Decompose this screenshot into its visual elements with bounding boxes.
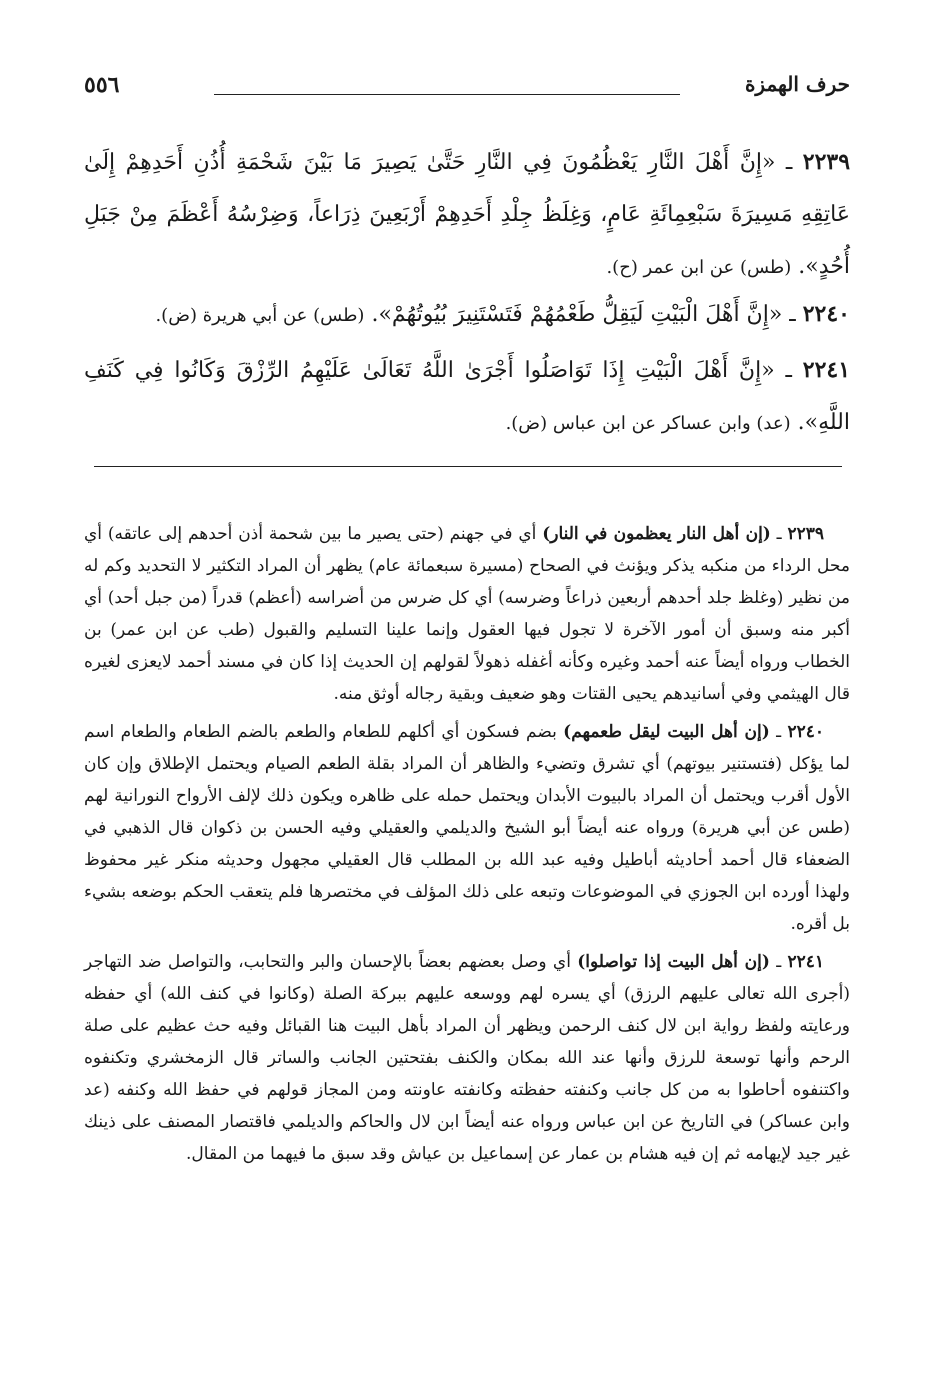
hadith-number: ٢٢٣٩ [802, 149, 851, 175]
page-header [84, 72, 850, 108]
commentary-text: أي في جهنم (حتى يصير ما بين شحمة أذن أحدهم إلى عاتقه) أي محل الرداء من منكبه يذكر ويؤنث في الصحاح (مسيرة سبعمائة عام) يظهر أن المراد التكثير لا التحديد وكم له من نظير (وغلظ جلد أحدهم أربعين ذراعاً وضرسه) أي كل ضرس من أضراسه (أعظم) قدراً (من جبل أحد) أي أكبر منه وسبق أن أمور الآخرة لا تجول فيها العقول وإنما علينا التسليم والقبول (طب عن ابن عمر) بن الخطاب ورواه أيضاً عنه أحمد وغيره وكأنه أغفله ذهولاً لقولهم إن الحديث إذا كان في مسند أحمد لايعزى لغيره قال الهيثمي وفي أسانيدهم يحيى القتات وهو ضعيف وبقية رجاله أوثق منه. [84, 524, 850, 704]
commentary-lead: (إن أهل النار يعظمون في النار) [542, 524, 771, 544]
hadith-source: (طس) عن أبي هريرة (ض). [155, 305, 365, 326]
hadith-number: ٢٢٤٠ [802, 301, 850, 327]
hadith-text: «إِنَّ أَهْلَ النَّارِ يَعْظُمُونَ فِي النَّارِ حَتَّىٰ يَصِيرَ مَا بَيْنَ شَحْمَةِ أُذُنِ أَحَدِهِمْ إِلَىٰ عَاتِقِهِ مَسِيرَةَ سَبْعِمِائَةِ عَامٍ، وَغِلَظُ جِلْدِ أَحَدِهِمْ أَرْبَعِينَ ذِرَاعاً، وَضِرْسُهُ أَعْظَمَ مِنْ جَبَلِ أُحُدٍ». [84, 150, 850, 279]
header-rule [214, 94, 680, 95]
commentary-lead: (إن أهل البيت إذا تواصلوا) [577, 952, 770, 972]
hadith-2240: ٢٢٤٠ ـ «إِنَّ أَهْلَ الْبَيْتِ لَيَقِلُّ طَعْمُهُمْ فَتَسْتَنِيرَ بُيُوتُهُمْ». (طس) عن أبي هريرة (ض). [155, 301, 850, 327]
hadith-source: (طس) عن ابن عمر (ح). [606, 257, 792, 278]
commentary-number: ٢٢٤١ [787, 952, 824, 972]
hadith-2239: ٢٢٣٩ ـ «إِنَّ أَهْلَ النَّارِ يَعْظُمُونَ فِي النَّارِ حَتَّىٰ يَصِيرَ مَا بَيْنَ شَحْمَةِ أُذُنِ أَحَدِهِمْ إِلَىٰ عَاتِقِهِ مَسِيرَةَ سَبْعِمِائَةِ عَامٍ، وَغِلَظُ جِلْدِ أَحَدِهِمْ أَرْبَعِينَ ذِرَاعاً، وَضِرْسُهُ أَعْظَمَ مِنْ جَبَلِ أُحُدٍ». (طس) عن ابن عمر (ح). [84, 149, 851, 279]
commentary [84, 518, 850, 1176]
chapter-title: حرف الهمزة [744, 72, 850, 96]
commentary-number: ٢٢٣٩ [787, 524, 824, 544]
commentary-number: ٢٢٤٠ [787, 722, 824, 742]
commentary-text: بضم فسكون أي أكلهم للطعام والطعم بالضم الطعام والطعام اسم لما يؤكل (فتستنير بيوتهم) أي تشرق وتضيء والظاهر أن المراد بقلة الطعم الصيام ويحتمل الإطلاق وإن كان الأول أقرب ويحتمل أن المراد بالبيوت الأبدان ويحتمل حمله على ظاهره ويكون ذلك لإلف الأرواح النورانية لهم (طس عن أبي هريرة) ورواه عنه أيضاً أبو الشيخ والديلمي والعقيلي وفيه الحسن بن ذكوان قال الذهبي في الضعفاء قال أحمد أحاديثه أباطيل وفيه عبد الله بن المطلب قال العقيلي مجهول وحديثه منكر غير محفوظ ولهذا أورده ابن الجوزي في الموضوعات وتبعه على ذلك المؤلف في مختصرها فلم يتعقب الحكم بوضعه بشيء بل أقره. [84, 722, 850, 934]
commentary-lead: (إن أهل البيت ليقل طعمهم) [563, 722, 770, 742]
hadith-source: (عد) وابن عساكر عن ابن عباس (ض). [505, 413, 791, 434]
commentary-2239: ٢٢٣٩ ـ (إن أهل النار يعظمون في النار) أي في جهنم (حتى يصير ما بين شحمة أذن أحدهم إلى عاتقه) أي محل الرداء من منكبه يذكر ويؤنث في الصحاح (مسيرة سبعمائة عام) يظهر أن المراد التكثير لا التحديد وكم له من نظير (وغلظ جلد أحدهم أربعين ذراعاً وضرسه) أي كل ضرس من أضراسه (أعظم) قدراً (من جبل أحد) أي أكبر منه وسبق أن أمور الآخرة لا تجول فيها العقول وإنما علينا التسليم والقبول (طب عن ابن عمر) بن الخطاب ورواه أيضاً عنه أحمد وغيره وكأنه أغفله ذهولاً لقولهم إن الحديث إذا كان في مسند أحمد لايعزى لغيره قال الهيثمي وفي أسانيدهم يحيى القتات وهو ضعيف وبقية رجاله أوثق منه. [84, 524, 850, 704]
hadith-2241: ٢٢٤١ ـ «إِنَّ أَهْلَ الْبَيْتِ إِذَا تَوَاصَلُوا أَجْرَىٰ اللَّهُ تَعَالَىٰ عَلَيْهِمُ الرِّزْقَ وَكَانُوا فِي كَنَفِ اللَّهِ». (عد) وابن عساكر عن ابن عباس (ض). [84, 357, 851, 435]
commentary-2241: ٢٢٤١ ـ (إن أهل البيت إذا تواصلوا) أي وصل بعضهم بعضاً بالإحسان والبر والتحابب، والتواصل ضد التهاجر (أجرى الله تعالى عليهم الرزق) أي يسره لهم ووسعه عليهم ببركة الصلة (وكانوا في كنف الله) أي حفظه ورعايته ولفظ رواية ابن لال كنف الرحمن ويظهر أن المراد بأهل البيت هنا القبائل وفيه حث عظيم على صلة الرحم وأنها توسعة للرزق وأنها عند الله بمكان والكنف بفتحتين الجانب والساتر قال الزمخشري وتكنفوه واكتنفوه أحاطوا به من كل جانب وكنفته حفظته وكانفته عاونته ومن المجاز قولهم في حفظ الله وكنفه (عد وابن عساكر) في التاريخ عن ابن عباس ورواه عنه أيضاً ابن لال والحاكم والديلمي فاقتصار المصنف على ذينك غير جيد لإيهامه ثم إن فيه هشام بن عمار عن إسماعيل بن عياش وقد سبق ما فيهما من المقال. [84, 952, 850, 1164]
commentary-text: أي وصل بعضهم بعضاً بالإحسان والبر والتحابب، والتواصل ضد التهاجر (أجرى الله تعالى عليهم الرزق) أي يسره لهم ووسعه عليهم ببركة الصلة (وكانوا في كنف الله) أي حفظه ورعايته ولفظ رواية ابن لال كنف الرحمن ويظهر أن المراد بأهل البيت هنا القبائل وفيه حث عظيم على صلة الرحم وأنها توسعة للرزق وأنها عند الله بمكان والكنف بفتحتين الجانب والساتر قال الزمخشري وتكنفوه واكتنفوه أحاطوا به من كل جانب وكنفته حفظته وكانفته عاونته ومن المجاز قولهم في حفظ الله وكنفه (عد وابن عساكر) في التاريخ عن ابن عباس ورواه عنه أيضاً ابن لال والحاكم والديلمي فاقتصار المصنف على ذينك غير جيد لإيهامه ثم إن فيه هشام بن عمار عن إسماعيل بن عياش وقد سبق ما فيهما من المقال. [84, 952, 850, 1164]
page-number: ٥٥٦ [84, 72, 120, 98]
commentary-2240: ٢٢٤٠ ـ (إن أهل البيت ليقل طعمهم) بضم فسكون أي أكلهم للطعام والطعم بالضم الطعام والطعام اسم لما يؤكل (فتستنير بيوتهم) أي تشرق وتضيء والظاهر أن المراد بقلة الطعم الصيام ويحتمل الإطلاق وإن كان الأول أقرب ويحتمل أن المراد بالبيوت الأبدان ويحتمل حمله على ظاهره ويكون ذلك لإلف الأرواح النورانية لهم (طس عن أبي هريرة) ورواه عنه أيضاً أبو الشيخ والديلمي والعقيلي وفيه الحسن بن ذكوان قال الذهبي في الضعفاء قال أحمد أحاديثه أباطيل وفيه عبد الله بن المطلب قال العقيلي مجهول وحديثه منكر غير محفوظ ولهذا أورده ابن الجوزي في الموضوعات وتبعه على ذلك المؤلف في مختصرها فلم يتعقب الحكم بوضعه بشيء بل أقره. [84, 722, 850, 934]
hadith-number: ٢٢٤١ [802, 357, 851, 383]
section-separator [94, 466, 842, 467]
hadith-text: «إِنَّ أَهْلَ الْبَيْتِ لَيَقِلُّ طَعْمُهُمْ فَتَسْتَنِيرَ بُيُوتُهُمْ». [371, 302, 783, 327]
hadith-text: «إِنَّ أَهْلَ الْبَيْتِ إِذَا تَوَاصَلُوا أَجْرَىٰ اللَّهُ تَعَالَىٰ عَلَيْهِمُ الرِّزْقَ وَكَانُوا فِي كَنَفِ اللَّهِ». [84, 358, 850, 435]
